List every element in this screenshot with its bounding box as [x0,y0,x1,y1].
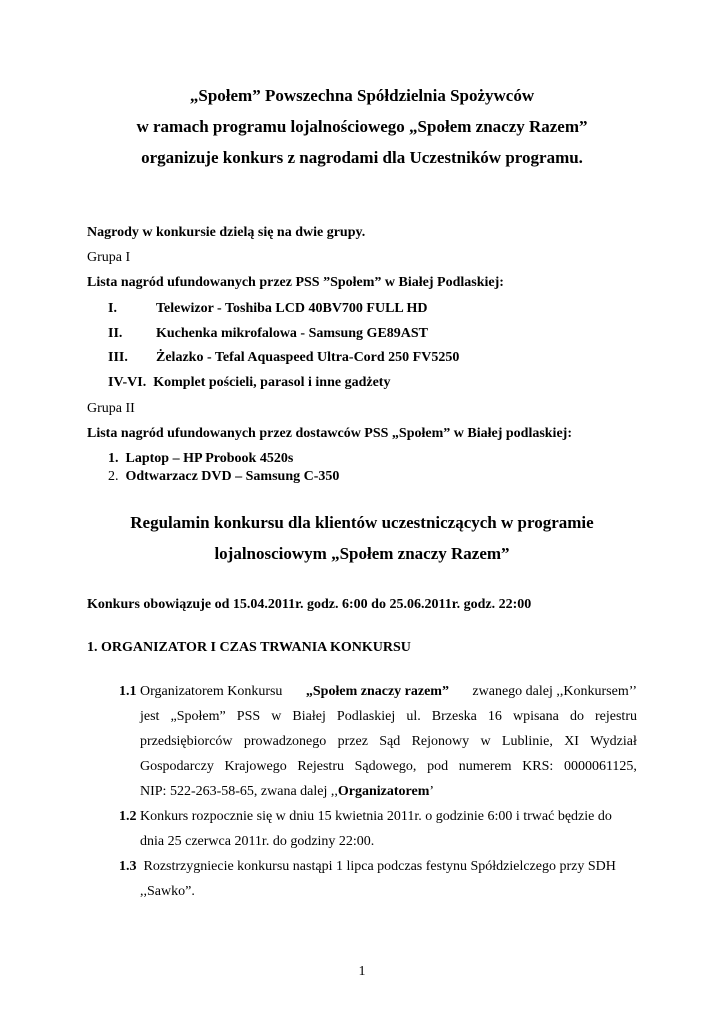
prize-text: Żelazko - Tefal Aquaspeed Ultra-Cord 250 FV5250 [156,350,460,365]
prize-number: I. [108,301,117,316]
prize-item [108,451,293,467]
contest-dates: Konkurs obowiązuje od 15.04.2011r. godz. 6:00 do 25.06.2011r. godz. 22:00 [87,597,532,612]
group1-heading: Lista nagród ufundowanych przez PSS ”Społem” w Białej Podlaskiej: [87,275,504,290]
prize-number: 1. [108,451,119,466]
header-line-1: „Społem” Powszechna Spółdzielnia Spożywców [189,86,535,105]
paragraph-number: 1.2 [119,809,137,824]
group1-label: Grupa I [87,250,131,265]
intro-text: Nagrody w konkursie dzielą się na dwie grupy. [87,225,366,240]
paragraph-1-1-line-5: NIP: 522-263-58-65, zwana dalej ,,Organizatorem’ [140,784,435,799]
section1-heading: 1. ORGANIZATOR I CZAS TRWANIA KONKURSU [87,640,411,655]
prize-text: Kuchenka mikrofalowa - Samsung GE89AST [156,326,429,341]
prize-text: Telewizor - Toshiba LCD 40BV700 FULL HD [156,301,428,316]
prize-item [108,469,339,485]
prize-item [108,350,459,366]
group2-heading: Lista nagród ufundowanych przez dostawców PSS „Społem” w Białej podlaskiej: [87,426,572,441]
paragraph-1-3-line-2: ,,Sawko”. [140,884,195,899]
prize-text: Komplet pościeli, parasol i inne gadżety [153,375,391,390]
prize-number: II. [108,326,123,341]
prize-number: III. [108,350,128,365]
header-line-3: organizuje konkurs z nagrodami dla Uczestników programu. [141,148,583,167]
prize-number: IV-VI. [108,375,147,390]
paragraph-1-2-line-2: dnia 25 czerwca 2011r. do godziny 22:00. [140,834,375,849]
prize-number: 2. [108,469,119,484]
paragraph-1-2-line-1: 1.2 Konkurs rozpocznie się w dniu 15 kwietnia 2011r. o godzinie 6:00 i trwać będzie do [119,809,612,824]
prize-text: Laptop – HP Probook 4520s [125,451,294,466]
regulamin-title-line-2: lojalnosciowym „Społem znaczy Razem” [214,544,510,563]
paragraph-number: 1.3 [119,859,137,874]
paragraph-1-1-line-4: Gospodarczy Krajowego Rejestru Sądowego, pod numerem KRS: 0000061125, [140,759,637,774]
page-number: 1 [358,964,366,979]
paragraph-1-1-line-2: jest „Społem” PSS w Białej Podlaskiej ul. Brzeska 16 wpisana do rejestru [140,709,637,724]
prize-item [108,375,390,391]
paragraph-1-3-line-1: 1.3 Rozstrzygniecie konkursu nastąpi 1 lipca podczas festynu Spółdzielczego przy SDH [119,859,616,874]
regulamin-title-line-1: Regulamin konkursu dla klientów uczestniczących w programie [130,513,594,532]
group2-label: Grupa II [87,401,135,416]
prize-item [108,326,428,342]
prize-item [108,301,428,317]
paragraph-1-1-line-1: 1.1 Organizatorem Konkursu „Społem znaczy razem” zwanego dalej ,,Konkursem’’ [119,684,637,699]
prize-text: Odtwarzacz DVD – Samsung C-350 [125,469,340,484]
header-line-2: w ramach programu lojalnościowego „Społem znaczy Razem” [136,117,588,136]
paragraph-1-1-line-3: przedsiębiorców prowadzonego przez Sąd Rejonowy w Lublinie, XI Wydział [140,734,637,749]
paragraph-number: 1.1 [119,684,137,699]
